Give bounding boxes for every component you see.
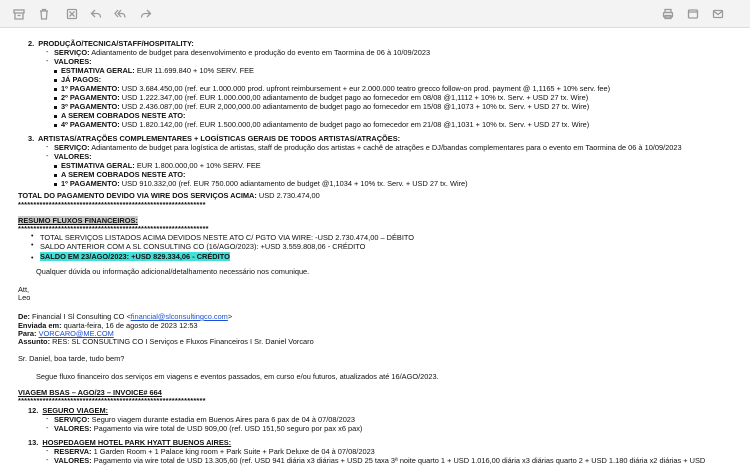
reply-icon[interactable] [89,7,102,20]
a-serem-label: A SEREM COBRADOS NESTE ATO: [61,170,186,179]
pagamento-1-line [61,84,610,93]
ja-pagos-label: JÁ PAGOS: [61,75,102,84]
bullet-dash: - [46,457,49,464]
reserva-label: RESERVA: [54,447,92,456]
resumo-item: TOTAL SERVIÇOS LISTADOS ACIMA DEVIDOS NESTE ATO C/ PGTO VIA WIRE: -USD 2.730.474,00 – DÉBITO [40,233,415,242]
section-title: SEGURO VIAGEM: [42,406,109,415]
bullet-dash: - [46,153,49,160]
trash-icon[interactable] [37,7,50,20]
from-label: De: [18,312,30,321]
bullet-square [54,174,57,177]
section-number: 2. [28,39,35,48]
pagamento-text: USD 2.436.087,00 (ref. EUR 2,000,000.00 adiantamento de budget pago ao fornecedor em 15/08 @1,1073 + 10% tx. Serv. + USD 27 tx. Wire) [121,102,590,111]
valores-label: VALORES: [54,456,92,465]
signoff-name: Leo [18,293,31,302]
bullet-dash: - [46,49,49,56]
section-title: ARTISTAS/ATRAÇÕES COMPLEMENTARES + LOGÍSTICAS GERAIS DE TODOS ARTISTAS/ATRAÇÕES: [38,134,401,143]
servico-label: SERVIÇO: [54,48,90,57]
section-number: 13. [28,438,39,447]
estimativa-line [61,161,261,170]
mail-toolbar [0,0,750,28]
stars-divider: ************************************************************** [18,224,209,233]
bullet-dot: • [31,242,34,249]
bullet-dot: • [31,255,34,262]
saldo-highlight: SALDO EM 23/AGO/2023: +USD 829.334,06 - CRÉDITO [40,252,230,261]
pagamento-text: USD 1.820.142,00 (ref. EUR 1.500.000,00 adiantamento de budget pago ao fornecedor em 21/08 @1,1031 + 10% tx. Serv. + USD 27 tx. Wire) [121,120,590,129]
signoff-att: Att, [18,285,30,294]
window-icon[interactable] [686,7,699,20]
pagamento-label: 1º PAGAMENTO: [61,179,120,188]
bullet-dash: - [46,144,49,151]
valores-label: VALORES: [54,152,92,161]
section-12-heading [28,406,108,415]
valores-text: Pagamento via wire total de USD 909,00 (ref. USD 151,50 seguro por pax x6 pax) [93,424,363,433]
reply-all-icon[interactable] [113,7,126,20]
from-close: > [227,312,233,321]
bullet-dash: - [46,416,49,423]
sent-text: quarta-feira, 16 de agosto de 2023 12:53 [63,321,198,330]
duvida-text: Qualquer dúvida ou informação adicional/detalhamento necessário nos comunique. [36,267,310,276]
bullet-square [54,97,57,100]
saldo-line [40,252,230,262]
bullet-square [54,124,57,127]
pagamento-2-line [61,93,588,102]
junk-icon[interactable] [65,7,78,20]
bullet-dot: • [31,233,34,240]
from-email-link[interactable]: financial@slconsultingco.com [130,312,228,321]
sent-label: Enviada em: [18,321,62,330]
section-2-heading [28,39,194,48]
bullet-square [54,70,57,73]
resumo-item: SALDO ANTERIOR COM A SL CONSULTING CO (16/AGO/2023): +USD 3.559.808,06 - CRÉDITO [40,242,366,251]
estimativa-line [61,66,254,75]
pagamento-text: USD 3.684.450,00 (ref. eur 1.000.000 prod. upfront reimbursement + eur 2.000.000 teatro grecco follow-on prod. payment @ 1,1165 + 10% serv. fee) [121,84,611,93]
pagamento-1-line [61,179,468,188]
print-icon[interactable] [661,7,674,20]
servico-text: Adiantamento de budget para desenvolvimento e produção do evento em Taormina de 06 à 10/09/2023 [91,48,431,57]
estimativa-label: ESTIMATIVA GERAL: [61,161,135,170]
total-line [18,191,320,200]
viagem-title: VIAGEM BSAS – AGO/23 – INVOICE# 664 [18,388,162,397]
resumo-title-text: RESUMO FLUXOS FINANCEIROS: [18,216,138,225]
greeting-text: Sr. Daniel, boa tarde, tudo bem? [18,354,125,363]
pagamento-label: 3º PAGAMENTO: [61,102,120,111]
servico-line [54,143,682,152]
stars-divider: ************************************************************* [18,200,206,209]
servico-line [54,415,355,424]
section-13-heading [28,438,231,447]
intro-text: Segue fluxo financeiro dos serviços em viagens e eventos passados, em curso e/ou futuros, atualizados até 16/AGO/2023. [36,372,439,381]
servico-text: Adiantamento de budget para logística de artistas, staff de produção dos artistas + cachê de atrações e DJ/bandas complementares para o evento em Taormina de 06 à 10/09/2023 [91,143,682,152]
section-number: 12. [28,406,39,415]
pagamento-label: 4º PAGAMENTO: [61,120,120,129]
to-label: Para: [18,329,37,338]
bullet-dash: - [46,448,49,455]
valores-text: Pagamento via wire total de USD 13.305,60 (ref. USD 941 diária x3 diárias + USD 25 taxa 3ª noite quarto 1 + USD 1.016,00 diária x3 diárias quarto 2 + USD 1.180 diária x2 diárias + USD [93,456,706,465]
valores-label: VALORES: [54,424,92,433]
total-value: USD 2.730.474,00 [258,191,320,200]
bullet-square [54,88,57,91]
estimativa-label: ESTIMATIVA GERAL: [61,66,135,75]
servico-label: SERVIÇO: [54,143,90,152]
from-line [18,312,232,321]
archive-icon[interactable] [12,7,25,20]
pagamento-3-line [61,102,589,111]
section-title: PRODUÇÃO/TECNICA/STAFF/HOSPITALITY: [38,39,194,48]
reserva-text: 1 Garden Room + 1 Palace king room + Park Suite + Park Deluxe de 04 à 07/08/2023 [93,447,375,456]
bullet-square [54,165,57,168]
email-body [0,27,750,469]
servico-line [54,48,430,57]
section-number: 3. [28,134,35,143]
section-3-heading [28,134,400,143]
a-serem-label: A SEREM COBRADOS NESTE ATO: [61,111,186,120]
bullet-square [54,79,57,82]
pagamento-label: 1º PAGAMENTO: [61,84,120,93]
bullet-dash: - [46,425,49,432]
pagamento-4-line [61,120,589,129]
servico-text: Seguro viagem durante estadia em Buenos Aires para 6 pax de 04 à 07/08/2023 [91,415,356,424]
forward-email-icon[interactable] [711,7,724,20]
pagamento-text: USD 1.222.347,00 (ref. EUR 1.000.000,00 adiantamento de budget pago ao fornecedor em 08/08 @1,1112 + 10% tx. Serv. + USD 27 tx. Wire) [121,93,589,102]
pagamento-label: 2º PAGAMENTO: [61,93,120,102]
forward-icon[interactable] [139,7,152,20]
section-title: HOSPEDAGEM HOTEL PARK HYATT BUENOS AIRES: [42,438,232,447]
subject-line [18,337,314,346]
subject-text: RES: SL CONSULTING CO I Serviços e Fluxos Financeiros I Sr. Daniel Vorcaro [52,337,314,346]
to-email-link[interactable]: VORCARO@ME.COM [38,329,114,338]
from-text: Financial I Sl Consulting CO < [31,312,131,321]
bullet-square [54,115,57,118]
servico-label: SERVIÇO: [54,415,90,424]
valores-line [54,424,362,433]
bullet-square [54,183,57,186]
total-label: TOTAL DO PAGAMENTO DEVIDO VIA WIRE DOS SERVIÇOS ACIMA: [18,191,257,200]
pagamento-text: USD 910.332,00 (ref. EUR 750.000 adiantamento de budget @1,1034 + 10% tx. Serv. + USD 27 tx. Wire) [121,179,468,188]
estimativa-text: EUR 1.800.000,00 + 10% SERV. FEE [136,161,261,170]
valores-line [54,456,744,465]
stars-divider: ************************************************************* [18,396,206,405]
valores-label: VALORES: [54,57,92,66]
reserva-line [54,447,375,456]
subject-label: Assunto: [18,337,51,346]
bullet-dash: - [46,58,49,65]
bullet-square [54,106,57,109]
estimativa-text: EUR 11.699.840 + 10% SERV. FEE [136,66,254,75]
